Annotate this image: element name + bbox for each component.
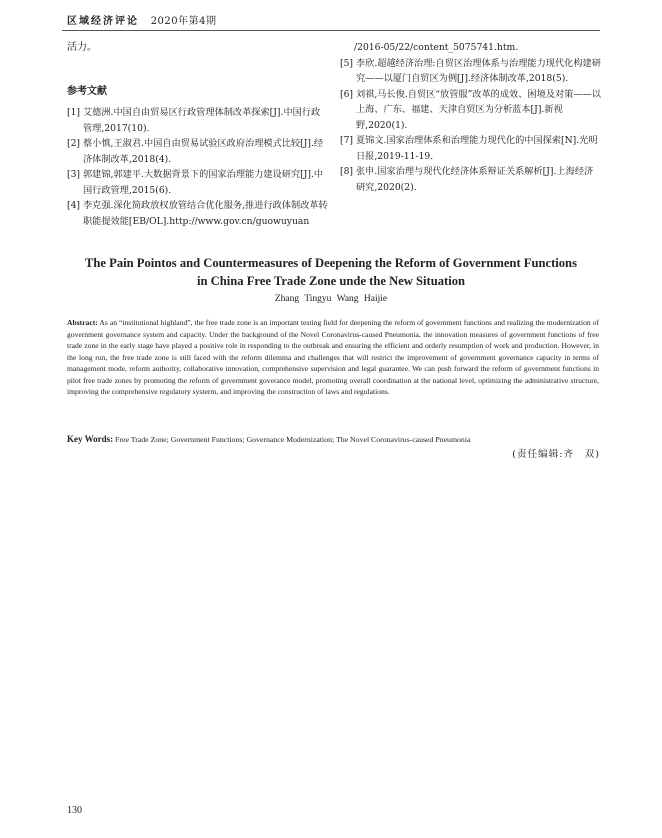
reference-item [340, 164, 602, 195]
reference-number: [6] [340, 88, 354, 100]
reference-continuation: /2016-05/22/content_5075741.htm. [354, 42, 519, 53]
header-rule [62, 30, 600, 31]
right-column [340, 40, 602, 195]
abstract-text: As an “institutional highland”, the free trade zone is an important testing field for deepening the reform of government functions and realizing the modernization of government governance system and capacity. Under the background of the Novel Coronavirus-caused Pneumonia, the innovation measures of government functions of free trade zone in the early stage have played a positive role in responding to the outbreak and ensuring the efficient and orderly resumption of work and production. However, in the long run, the free trade zone is still faced with the reform dilemma and challenges that will restrict the improvement of government governance capacity in terms of management mode, reform authority, collaborative innovation, comprehensive supervision and legal guarantee. We can push forward the reform of government functions in pilot free trade zones by promoting the reform of government goverance model, promoting overall coordination at the national level, optimizing the administrative structure, improving the comprehensive regulatory systerm, and improving the construction of laws and regulations. [67, 318, 599, 396]
left-column [67, 40, 329, 229]
reference-number: [7] [340, 135, 354, 146]
editor-note: (责任编辑:齐 双) [512, 449, 600, 460]
journal-name: 区域经济评论 [67, 16, 139, 27]
reference-item [67, 198, 329, 229]
reference-item [67, 167, 329, 198]
page-number: 130 [67, 805, 82, 816]
reference-item [340, 56, 602, 87]
reference-item [67, 136, 329, 167]
reference-text: 李欣.超越经济治理:自贸区治理体系与治理能力现代化构建研究——以厦门自贸区为例[J].经济体制改革,2018(5). [356, 57, 601, 84]
abstract [67, 317, 599, 398]
reference-item [67, 105, 329, 136]
reference-text: 李克强.深化简政放权放管结合优化服务,推进行政体制改革转职能提效能[EB/OL].http://www.gov.cn/guowuyuan [83, 200, 328, 227]
keywords-text: Free Trade Zone; Government Functions; Governance Modernization; The Novel Coronavirus-caused Pneumonia [115, 435, 471, 444]
english-title-line-1: The Pain Pointos and Countermeasures of Deepening the Reform of Government Functions [85, 256, 577, 270]
reference-text: 蔡小慎,王淑君.中国自由贸易试验区政府治理模式比较[J].经济体制改革,2018(4). [83, 138, 324, 165]
reference-text: 刘祺,马长俊.自贸区“放管服”改革的成效、困境及对策——以上海、广东、福建、天津自贸区为分析蓝本[J].新视野,2020(1). [356, 88, 601, 131]
reference-text: 艾德洲.中国自由贸易区行政管理体制改革探索[J].中国行政管理,2017(10). [83, 107, 321, 134]
reference-text: 张申.国家治理与现代化经济体系辩证关系解析[J].上海经济研究,2020(2). [356, 166, 594, 193]
reference-number: [3] [67, 169, 81, 180]
reference-number: [5] [340, 57, 354, 69]
reference-text: 夏锦文.国家治理体系和治理能力现代化的中国探索[N].光明日报,2019-11-19. [356, 135, 598, 162]
keywords [67, 434, 599, 444]
authors: Zhang Tingyu Wang Haijie [274, 294, 388, 304]
abstract-label: Abstract: [67, 318, 98, 327]
reference-number: [1] [67, 107, 81, 118]
reference-number: [8] [340, 166, 354, 177]
english-title-line-2: in China Free Trade Zone unde the New Situation [197, 274, 465, 288]
body-tail-text: 活力。 [67, 42, 97, 53]
reference-item [340, 87, 602, 134]
reference-number: [4] [67, 200, 81, 211]
reference-text: 郭建锦,郭建平.大数据背景下的国家治理能力建设研究[J].中国行政管理,2015(6). [83, 169, 324, 196]
references-heading: 参考文献 [67, 85, 107, 97]
running-header [67, 12, 217, 27]
english-title [60, 254, 602, 290]
reference-item [340, 133, 602, 164]
keywords-label: Key Words: [67, 434, 114, 444]
reference-number: [2] [67, 138, 81, 149]
issue-label: 2020年第4期 [150, 16, 217, 27]
